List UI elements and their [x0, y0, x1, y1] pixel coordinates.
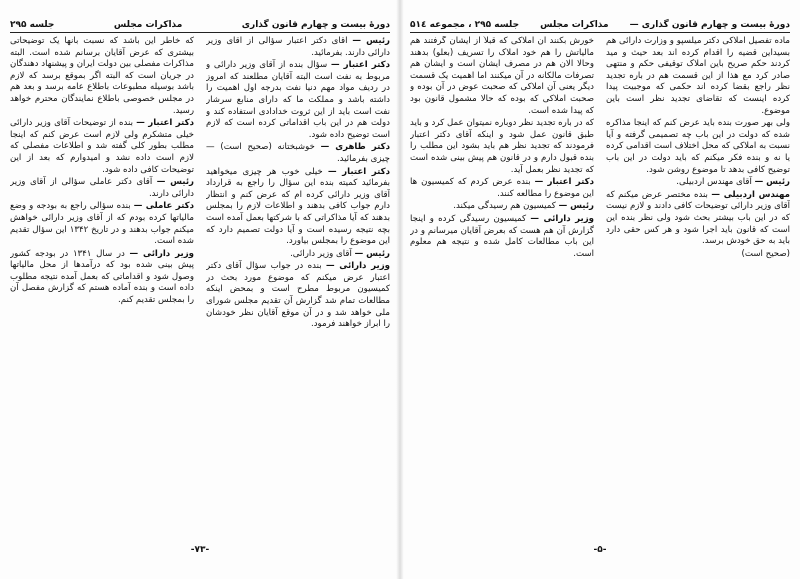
speaker-name: دکتر اعتبار — — [534, 177, 594, 188]
paragraph — [410, 214, 594, 260]
paragraph-text: بنده عرض کردم که کمیسیون ها این موضوع را مطالعه کنند. — [410, 177, 594, 199]
paragraph-text: خوشبختانه (صحیح است) — چیزی بفرمائید. — [206, 142, 390, 164]
paragraph — [606, 249, 790, 261]
speaker-name: وزیر دارائی — — [326, 261, 390, 272]
speaker-name: رئیس — — [354, 248, 390, 259]
header-session-title: دورهٔ بیست و چهارم قانون گذاری — [241, 20, 390, 30]
paragraph-text: بنده سؤالی راجع به بودجه و وضع مالیاتها کرده بودم که از آقای وزیر دارائی خواهش میکنم جواب بدهند و در تاریخ ۱۳۴۲ این سؤال تقدیم شده است. — [10, 201, 194, 247]
paragraph — [206, 261, 390, 331]
column — [410, 36, 594, 539]
paragraph — [606, 190, 790, 248]
paragraph — [410, 36, 594, 117]
paragraph-text: کمیسیون هم رسیدگی میکند. — [453, 201, 556, 212]
paragraph-text: آقای دکتر اعتبار سؤالی از آقای وزیر دارائی دارند. بفرمائید. — [206, 36, 390, 58]
header-publication: مذاکرات مجلس — [113, 20, 183, 30]
speaker-name: دکتر طاهری — — [320, 142, 390, 153]
header-publication: مذاکرات مجلس — [540, 20, 609, 30]
column — [10, 36, 194, 539]
right-page — [400, 0, 800, 579]
speaker-name: رئیس — — [352, 36, 390, 46]
paragraph-text: کمیسیون رسیدگی کرده و اینجا گزارش آن هم هست که بعرض آقایان میرسانم و در این باب مطالعات کامل شده و نتیجه هم معلوم است. — [410, 213, 594, 259]
page-header — [10, 14, 390, 33]
speaker-name: دکتر عاملی — — [133, 201, 194, 212]
paragraph-text: سؤال بنده از آقای وزیر دارائی و مربوط به نفت است البته آقایان مطلعند که امروز در ردیف مواد مهم دنیا نفت بدرجه اول اهمیت را داشته باشد و مملکت ما که دارای منابع سرشار نفت است باید از این ثروت خدادادی استفاده کند و دولت هم در این باب اقداماتی کرده است که لازم است توضیح داده شود. — [206, 60, 390, 140]
header-session-number: جلسه ۲۹۵ — [10, 20, 55, 30]
speaker-name: وزیر دارائی — — [129, 248, 194, 259]
header-session-number: جلسه ۲۹۵ ، مجموعه ۵۱٤ — [410, 20, 520, 30]
paragraph — [410, 201, 594, 213]
page-number: -۷۳- — [190, 545, 210, 555]
paragraph — [206, 167, 390, 248]
paragraph-text: آقای دکتر عاملی سؤالی از آقای وزیر دارائی دارند. — [10, 177, 194, 199]
paragraph — [606, 36, 790, 117]
paragraph-text: ماده تفصیل املاکی دکتر میلسپو و وزارت دارائی هم بسیداین قضیه را اقدام کرده اند بعد حیث و مید کردند حکم صریح باین املاک توقیفی حکم و منتهی صادر کرد مع هذا از این قسمت هم در باره تجدید نظر راجع بقضا کرده اند حکمی که موجبیت پیدا کرده اینست که تقاضای تجدید نظر است باین موضوع. — [606, 36, 790, 116]
speaker-name: مهندس اردبیلی — — [711, 189, 790, 200]
paragraph — [206, 142, 390, 165]
page-header — [410, 14, 790, 33]
speaker-name: رئیس — — [754, 177, 790, 188]
speaker-name: دکتر اعتبار — — [331, 60, 390, 71]
speaker-name: دکتر اعتبار — — [136, 118, 194, 129]
column — [206, 36, 390, 539]
paragraph — [606, 118, 790, 176]
speaker-name: رئیس — — [558, 201, 594, 212]
paragraph-text: بنده در جواب سؤال آقای دکتر اعتبار عرض میکنم که موضوع مورد بحث در کمیسیون مربوط مطرح است و بمحض اینکه مطالعات تمام شد گزارش آن تقدیم مجلس شورای ملی خواهد شد و در آن موقع آقایان نظر خودشان را ابراز خواهند فرمود. — [206, 261, 390, 330]
paragraph — [10, 118, 194, 176]
paragraph-text: که خاطر این باشد که نسبت بآنها یک توضیحاتی بیشتری که عرض آقایان برسانم شده است. البته مذاکرات مفصلی بین دولت ایران و پیشنهاد دهندگان در جریان است که البته اگر بموقع برسد که لازم باشد بوسیله مطبوعات باطلاع عامه برسد و بعد هم در مجلس خصوصی باطلاع نمایندگان محترم خواهد رسید. — [10, 36, 194, 116]
paragraph — [10, 36, 194, 117]
paragraph-text: (صحیح است) — [741, 248, 790, 259]
paragraph — [206, 36, 390, 59]
paragraph-text: خیلی خوب هر چیزی میخواهید بفرمائید کمیته بنده این سؤال را راجع به قرارداد آقای وزیر دارائی کرده ام که عرض کنم و انتظار دارم جواب کافی بدهند و اطلاعات لازم را بمجلس بدهند که آیا مذاکراتی که با شرکتها بعمل آمده است بچه نتیجه رسیده است و آیا دولت تصمیم دارد که این موضوع را بمجلس بیاورد. — [206, 166, 390, 247]
paragraph — [206, 249, 390, 261]
book-fold-shadow — [396, 0, 404, 579]
paragraph-text: بنده از توضیحات آقای وزیر دارائی خیلی متشکرم ولی لازم است عرض کنم که اینجا مطلب بطور کلی گفته شد و اطلاعات مفصلی که لازم است داده نشد و امیدوارم که بعد از این توضیحات کافی داده شود. — [10, 118, 194, 175]
paragraph — [606, 177, 790, 189]
paragraph — [410, 177, 594, 200]
paragraph-text: ولی بهر صورت بنده باید عرض کنم که اینجا مذاکره شده که دولت در این باب چه تصمیمی گرفته و آیا نسبت به املاکی که محل اختلاف است اقدامی کرده یا نه و بنده فکر میکنم که باید دولت در این باب توضیح کافی بدهد تا موضوع روشن شود. — [606, 118, 790, 175]
paragraph — [10, 249, 194, 307]
paragraph-text: بنده مختصر عرض میکنم که آقای وزیر دارائی توضیحات کافی دادند و لازم نیست که در این باب بیشتر بحث شود ولی نظر بنده این است که قانون باید اجرا شود و هر کس حقی دارد باید به حق خودش برسد. — [606, 189, 790, 247]
page-number: -۵- — [593, 545, 607, 555]
speaker-name: وزیر دارائی — — [530, 213, 594, 224]
paragraph-text: آقای مهندس اردبیلی. — [676, 177, 752, 188]
paragraph — [206, 60, 390, 141]
speaker-name: رئیس — — [156, 177, 194, 188]
paragraph-text: که در باره تجدید نظر دوباره نمیتوان عمل کرد و باید طبق قانون عمل شود و اینکه آقای دکتر اعتبار فرمودند که تجدید نظر هم باید بشود این مطلب را بنده قبول دارم و در قانون هم پیش بینی شده است که تجدید نظر بعمل آید. — [410, 118, 594, 175]
text-columns — [410, 36, 790, 539]
speaker-name: دکتر اعتبار — — [328, 166, 390, 177]
paragraph — [10, 201, 194, 247]
header-session-title: دورهٔ بیست و چهارم قانون گذاری — — [629, 20, 790, 30]
column — [606, 36, 790, 539]
paragraph-text: در سال ۱۳۴۱ در بودجه کشور پیش بینی شده بود که درآمدها از محل مالیاتها وصول شود و اقداماتی که بعمل آمده نتیجه مطلوب داده است و بنده آماده هستم که گزارش مفصل آن را بمجلس تقدیم کنم. — [10, 248, 194, 306]
paragraph — [410, 118, 594, 176]
paragraph-text: آقای وزیر دارائی. — [290, 248, 352, 259]
paragraph — [10, 177, 194, 200]
text-columns — [10, 36, 390, 539]
paragraph-text: خورش بکنند آن املاکی که قبلاً از ایشان گرفتند هم مالیاتش را هم خود املاک را تسریف (بعلو) بدهند وحالا الان هم در مصرف ایشان است و ایشان هم تصرفات مالکانه در آن میکنند اما اهمیت یک قسمت دیگر یعنی آن املاکی که صحبت عوض در آن بوده و صحبت املاکی که بوده که حالا مشمول قانون بود که پیدا شده است. — [410, 36, 594, 116]
